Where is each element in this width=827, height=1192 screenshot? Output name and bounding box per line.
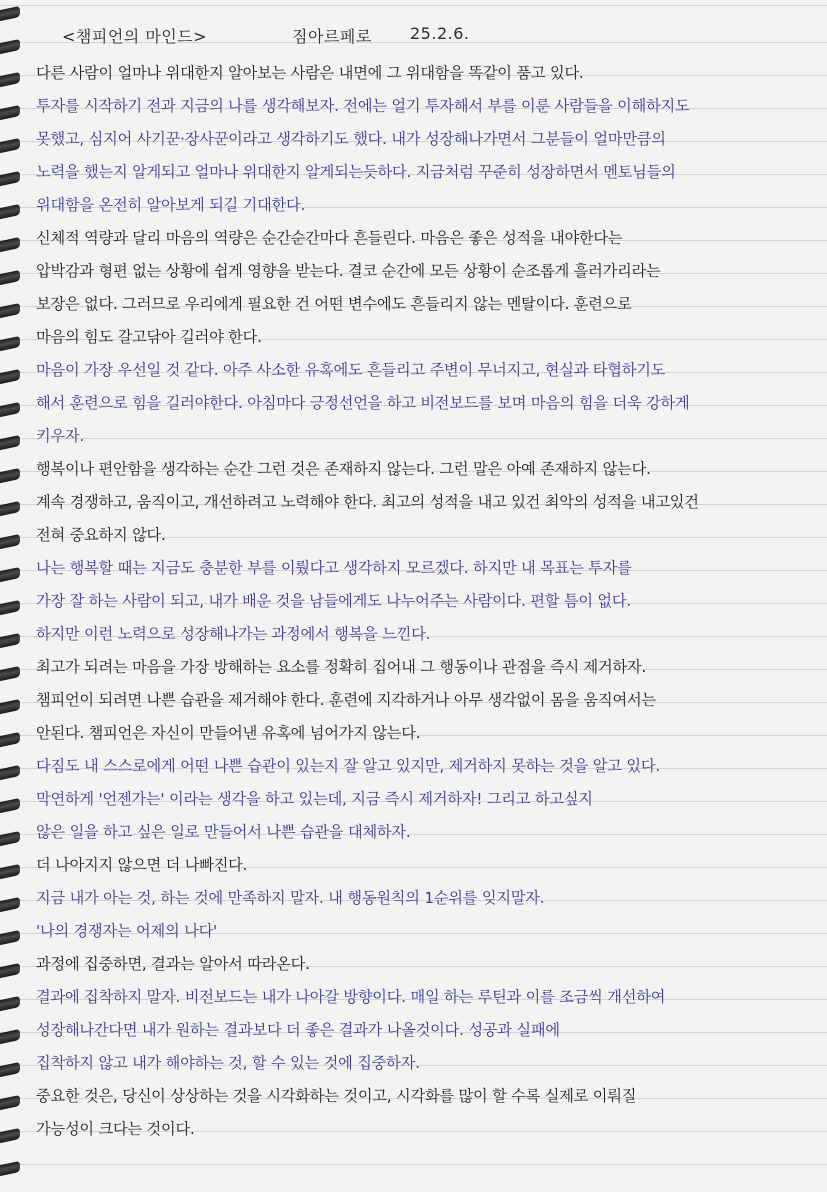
text-line: 계속 경쟁하고, 움직이고, 개선하려고 노력해야 한다. 최고의 성적을 내고 있건 최악의 성적을 내고있건 — [36, 493, 699, 511]
text-line: 지금 내가 아는 것, 하는 것에 만족하지 말자. 내 행동원칙의 1순위를 잊지말자. — [36, 889, 545, 907]
spiral-ring — [0, 138, 20, 153]
text-line: 키우자. — [36, 427, 85, 445]
text-line: 노력을 했는지 알게되고 얼마나 위대한지 알게되는듯하다. 지금처럼 꾸준히 성장하면서 멘토님들의 — [36, 163, 676, 181]
author-name: 짐아르페로 — [292, 27, 372, 46]
text-line: 가능성이 크다는 것이다. — [36, 1120, 195, 1138]
spiral-ring — [0, 105, 20, 120]
spiral-ring — [0, 600, 20, 615]
spiral-ring — [0, 1161, 20, 1176]
text-line: 보장은 없다. 그러므로 우리에게 필요한 건 어떤 변수에도 흔들리지 않는 멘탈이다. 훈련으로 — [36, 295, 632, 313]
text-line: 신체적 역량과 달리 마음의 역량은 순간순간마다 흔들린다. 마음은 좋은 성적을 내야한다는 — [36, 229, 623, 247]
spiral-ring — [0, 270, 20, 285]
spiral-ring — [0, 468, 20, 483]
spiral-ring — [0, 765, 20, 780]
text-line: 마음의 힘도 갈고닦아 길러야 한다. — [36, 328, 262, 346]
spiral-ring — [0, 666, 20, 681]
spiral-ring — [0, 39, 20, 54]
handwritten-text-body — [36, 57, 813, 1146]
text-line: 해서 훈련으로 힘을 길러야한다. 아침마다 긍정선언을 하고 비전보드를 보며 마음의 힘을 더욱 강하게 — [36, 394, 690, 412]
text-line: 집착하지 않고 내가 해야하는 것, 할 수 있는 것에 집중하자. — [36, 1054, 420, 1072]
spiral-ring — [0, 1062, 20, 1077]
text-line: 다짐도 내 스스로에게 어떤 나쁜 습관이 있는지 잘 알고 있지만, 제거하지 못하는 것을 알고 있다. — [36, 757, 660, 775]
page-title: <챔피언의 마인드> — [62, 27, 208, 46]
spiral-ring — [0, 798, 20, 813]
text-line: 챔피언이 되려면 나쁜 습관을 제거해야 한다. 훈련에 지각하거나 아무 생각없이 몸을 움직여서는 — [36, 691, 656, 709]
spiral-ring — [0, 1095, 20, 1110]
spiral-ring — [0, 1029, 20, 1044]
spiral-ring — [0, 534, 20, 549]
spiral-ring — [0, 237, 20, 252]
spiral-ring — [0, 963, 20, 978]
spiral-ring — [0, 72, 20, 87]
spiral-ring — [0, 1128, 20, 1143]
text-line: 않은 일을 하고 싶은 일로 만들어서 나쁜 습관을 대체하자. — [36, 823, 411, 841]
text-line: 최고가 되려는 마음을 가장 방해하는 요소를 정확히 집어내 그 행동이나 관점을 즉시 제거하자. — [36, 658, 647, 676]
spiral-ring — [0, 336, 20, 351]
spiral-ring — [0, 699, 20, 714]
text-line: 압박감과 형편 없는 상황에 쉽게 영향을 받는다. 결코 순간에 모든 상황이 순조롭게 흘러가리라는 — [36, 262, 661, 280]
spiral-ring — [0, 501, 20, 516]
spiral-ring — [0, 171, 20, 186]
spiral-ring — [0, 303, 20, 318]
spiral-ring — [0, 831, 20, 846]
spiral-ring — [0, 930, 20, 945]
text-line: 하지만 이런 노력으로 성장해나가는 과정에서 행복을 느낀다. — [36, 625, 431, 643]
text-line: 막연하게 '언젠가는' 이라는 생각을 하고 있는데, 지금 즉시 제거하자! 그리고 하고싶지 — [36, 790, 593, 808]
spiral-binding — [0, 0, 22, 1192]
spiral-ring — [0, 6, 20, 21]
text-line: 위대함을 온전히 알아보게 되길 기대한다. — [36, 196, 306, 214]
spiral-ring — [0, 996, 20, 1011]
spiral-ring — [0, 864, 20, 879]
text-line: 투자를 시작하기 전과 지금의 나를 생각해보자. 전에는 얼기 투자해서 부를 이룬 사람들을 이해하지도 — [36, 97, 690, 115]
spiral-ring — [0, 369, 20, 384]
spiral-ring — [0, 435, 20, 450]
text-line: 가장 잘 하는 사람이 되고, 내가 배운 것을 남들에게도 나누어주는 사람이다. 편할 틈이 없다. — [36, 592, 632, 610]
spiral-ring — [0, 633, 20, 648]
page-header — [62, 20, 797, 46]
spiral-ring — [0, 732, 20, 747]
text-line: 행복이나 편안함을 생각하는 순간 그런 것은 존재하지 않는다. 그런 말은 아예 존재하지 않는다. — [36, 460, 651, 478]
text-line: 과정에 집중하면, 결과는 알아서 따라온다. — [36, 955, 310, 973]
text-line: 중요한 것은, 당신이 상상하는 것을 시각화하는 것이고, 시각화를 많이 할 수록 실제로 이뤄질 — [36, 1087, 637, 1105]
text-line: 전혀 중요하지 않다. — [36, 526, 166, 544]
text-line: '나의 경쟁자는 어제의 나다' — [36, 922, 218, 940]
entry-date: 25.2.6. — [410, 24, 470, 43]
text-line: 마음이 가장 우선일 것 같다. 아주 사소한 유혹에도 흔들리고 주변이 무너지고, 현실과 타협하기도 — [36, 361, 666, 379]
spiral-ring — [0, 897, 20, 912]
text-line: 결과에 집착하지 말자. 비전보드는 내가 나아갈 방향이다. 매일 하는 루틴과 이를 조금씩 개선하여 — [36, 988, 666, 1006]
text-line: 다른 사람이 얼마나 위대한지 알아보는 사람은 내면에 그 위대함을 똑같이 품고 있다. — [36, 64, 584, 82]
spiral-ring — [0, 567, 20, 582]
text-line: 성장해나간다면 내가 원하는 결과보다 더 좋은 결과가 나올것이다. 성공과 실패에 — [36, 1021, 560, 1039]
text-line: 안된다. 챔피언은 자신이 만들어낸 유혹에 넘어가지 않는다. — [36, 724, 421, 742]
text-line: 못했고, 심지어 사기꾼·장사꾼이라고 생각하기도 했다. 내가 성장해나가면서 그분들이 얼마만큼의 — [36, 130, 666, 148]
text-line: 더 나아지지 않으면 더 나빠진다. — [36, 856, 248, 874]
spiral-ring — [0, 204, 20, 219]
spiral-ring — [0, 402, 20, 417]
text-line: 나는 행복할 때는 지금도 충분한 부를 이뤘다고 생각하지 모르겠다. 하지만 내 목표는 투자를 — [36, 559, 632, 577]
